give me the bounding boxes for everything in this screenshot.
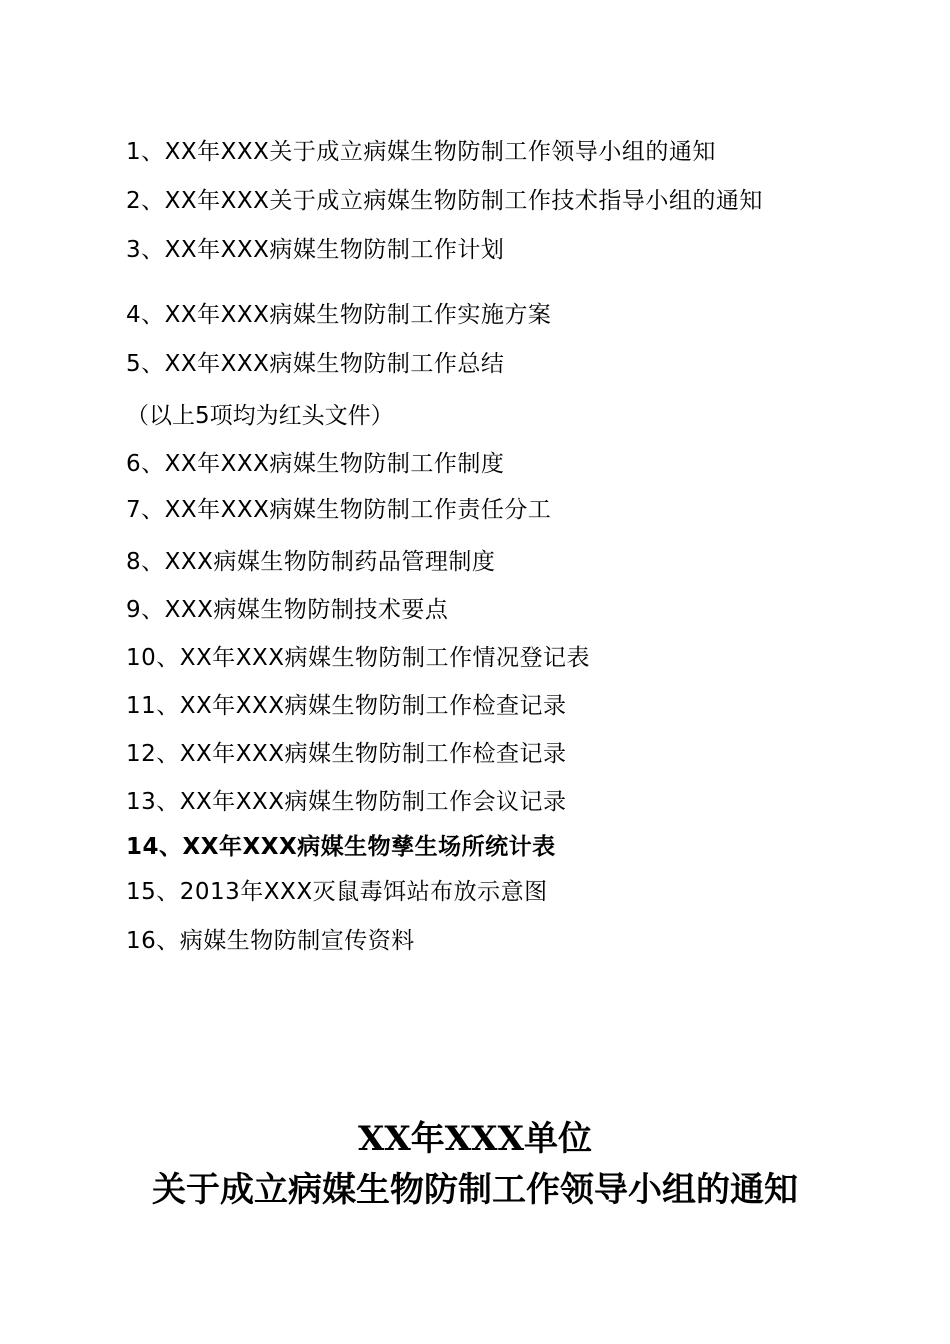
list-item: 11、XX年XXX病媒生物防制工作检查记录: [126, 693, 567, 719]
list-item: 2、XX年XXX关于成立病媒生物防制工作技术指导小组的通知: [126, 188, 763, 214]
list-item: 8、XXX病媒生物防制药品管理制度: [126, 549, 496, 575]
list-item: 15、2013年XXX灭鼠毒饵站布放示意图: [126, 879, 548, 905]
list-item: 13、XX年XXX病媒生物防制工作会议记录: [126, 789, 567, 815]
list-item: 3、XX年XXX病媒生物防制工作计划: [126, 237, 505, 263]
list-item: 6、XX年XXX病媒生物防制工作制度: [126, 451, 505, 477]
list-item: 9、XXX病媒生物防制技术要点: [126, 597, 449, 623]
list-item: 7、XX年XXX病媒生物防制工作责任分工: [126, 497, 552, 523]
list-item: 12、XX年XXX病媒生物防制工作检查记录: [126, 741, 567, 767]
list-item: 4、XX年XXX病媒生物防制工作实施方案: [126, 302, 552, 328]
list-item: 14、XX年XXX病媒生物孳生场所统计表: [126, 834, 556, 860]
list-item: 10、XX年XXX病媒生物防制工作情况登记表: [126, 645, 591, 671]
list-item: 5、XX年XXX病媒生物防制工作总结: [126, 351, 505, 377]
notice-title-line1: XX年XXX单位: [358, 1119, 592, 1159]
list-item: 1、XX年XXX关于成立病媒生物防制工作领导小组的通知: [126, 139, 716, 165]
list-item: 16、病媒生物防制宣传资料: [126, 928, 415, 954]
red-header-note: （以上5项均为红头文件）: [126, 403, 394, 429]
notice-title-line2: 关于成立病媒生物防制工作领导小组的通知: [152, 1170, 798, 1210]
